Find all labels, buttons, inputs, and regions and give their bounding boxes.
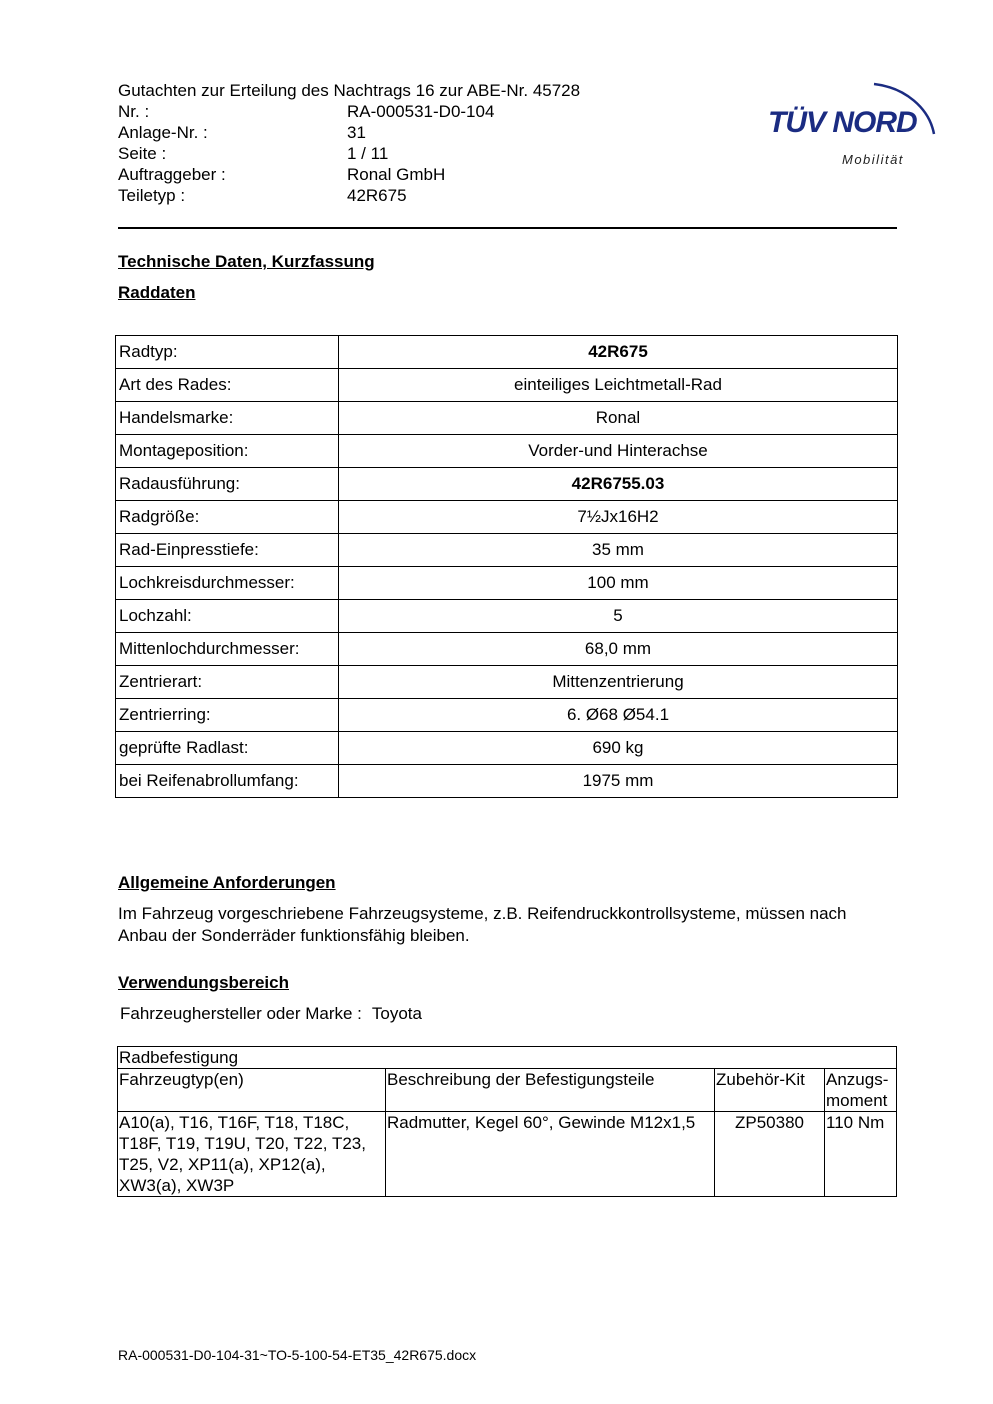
section-title-verwendung: Verwendungsbereich (118, 973, 289, 992)
column-header: Fahrzeugtyp(en) (118, 1069, 386, 1112)
spec-value: Vorder-und Hinterachse (339, 435, 898, 468)
spec-value: 35 mm (339, 534, 898, 567)
table-cell: 110 Nm (825, 1112, 897, 1197)
header-label: Teiletyp : (118, 186, 186, 205)
spec-value: 1975 mm (339, 765, 898, 798)
table-row (116, 468, 898, 501)
logo-wordmark: TÜV NORD (768, 106, 917, 139)
spec-value: einteiliges Leichtmetall-Rad (339, 369, 898, 402)
table-row (116, 666, 898, 699)
table-header-row (118, 1069, 897, 1112)
spec-value: 7½Jx16H2 (339, 501, 898, 534)
spec-label: Radgröße: (116, 501, 339, 534)
section-title-allgemein: Allgemeine Anforderungen (118, 873, 336, 892)
spec-label: Radtyp: (116, 336, 339, 369)
fastening-table (117, 1046, 897, 1197)
table-cell: ZP50380 (715, 1112, 825, 1197)
section-title-raddaten: Raddaten (118, 283, 196, 302)
spec-label: Mittenlochdurchmesser: (116, 633, 339, 666)
spec-label: geprüfte Radlast: (116, 732, 339, 765)
table-row (116, 369, 898, 402)
header-label: Nr. : (118, 102, 150, 121)
spec-label: Lochkreisdurchmesser: (116, 567, 339, 600)
section-title-tech: Technische Daten, Kurzfassung (118, 252, 375, 271)
table-title: Radbefestigung (118, 1047, 897, 1069)
spec-value: 6. Ø68 Ø54.1 (339, 699, 898, 732)
header-row-auftraggeber (118, 164, 580, 185)
table-row (118, 1112, 897, 1197)
table-row (116, 534, 898, 567)
tuev-nord-logo (762, 58, 942, 173)
maker-label: Fahrzeughersteller oder Marke : (120, 1004, 362, 1023)
table-row (116, 699, 898, 732)
table-row (116, 402, 898, 435)
table-cell: A10(a), T16, T16F, T18, T18C, T18F, T19, T19U, T20, T22, T23, T25, V2, XP11(a), XP12(a), XW3(a), XW3P (118, 1112, 386, 1197)
header-value: 42R675 (347, 186, 407, 205)
wheel-data-table (115, 335, 898, 798)
table-row (116, 336, 898, 369)
header-label: Seite : (118, 144, 167, 163)
header-label: Auftraggeber : (118, 165, 226, 184)
header-title: Gutachten zur Erteilung des Nachtrags 16 zur ABE-Nr. 45728 (118, 81, 581, 100)
spec-value: 42R675 (339, 336, 898, 369)
header-value: 1 / 11 (347, 144, 389, 163)
requirements-text: Im Fahrzeug vorgeschriebene Fahrzeugsysteme, z.B. Reifendruckkontrollsysteme, müssen nach Anbau der Sonderräder funktionsfähig bleiben. (118, 904, 847, 945)
table-row (116, 600, 898, 633)
header-row-teiletyp (118, 185, 580, 206)
header-value: 31 (347, 123, 366, 142)
spec-value: 68,0 mm (339, 633, 898, 666)
column-header: Beschreibung der Befestigungsteile (386, 1069, 715, 1112)
footer-filename: RA-000531-D0-104-31~TO-5-100-54-ET35_42R675.docx (118, 1347, 477, 1363)
spec-value: Mittenzentrierung (339, 666, 898, 699)
spec-label: Montageposition: (116, 435, 339, 468)
spec-label: Rad-Einpresstiefe: (116, 534, 339, 567)
header-row-seite (118, 143, 580, 164)
logo-subtitle: Mobilität (842, 152, 904, 167)
header-value: RA-000531-D0-104 (347, 102, 495, 121)
table-row (116, 501, 898, 534)
table-title-row (118, 1047, 897, 1069)
table-row (116, 567, 898, 600)
maker-value: Toyota (371, 1004, 422, 1023)
table-row (116, 435, 898, 468)
spec-value: 100 mm (339, 567, 898, 600)
spec-value: 42R6755.03 (339, 468, 898, 501)
table-cell: Radmutter, Kegel 60°, Gewinde M12x1,5 (386, 1112, 715, 1197)
table-row (116, 765, 898, 798)
spec-value: 690 kg (339, 732, 898, 765)
spec-label: Zentrierring: (116, 699, 339, 732)
header-row-anlage (118, 122, 580, 143)
header-divider (118, 227, 897, 229)
spec-label: bei Reifenabrollumfang: (116, 765, 339, 798)
spec-value: Ronal (339, 402, 898, 435)
header-row-nr (118, 101, 580, 122)
spec-label: Lochzahl: (116, 600, 339, 633)
table-row (116, 732, 898, 765)
spec-label: Radausführung: (116, 468, 339, 501)
vehicle-maker (120, 1004, 422, 1024)
table-row (116, 633, 898, 666)
column-header: Zubehör-Kit (715, 1069, 825, 1112)
header-label: Anlage-Nr. : (118, 123, 208, 142)
document-header (118, 80, 580, 206)
column-header: Anzugs- moment (825, 1069, 897, 1112)
spec-label: Art des Rades: (116, 369, 339, 402)
spec-value: 5 (339, 600, 898, 633)
header-value: Ronal GmbH (347, 165, 446, 184)
spec-label: Zentrierart: (116, 666, 339, 699)
spec-label: Handelsmarke: (116, 402, 339, 435)
